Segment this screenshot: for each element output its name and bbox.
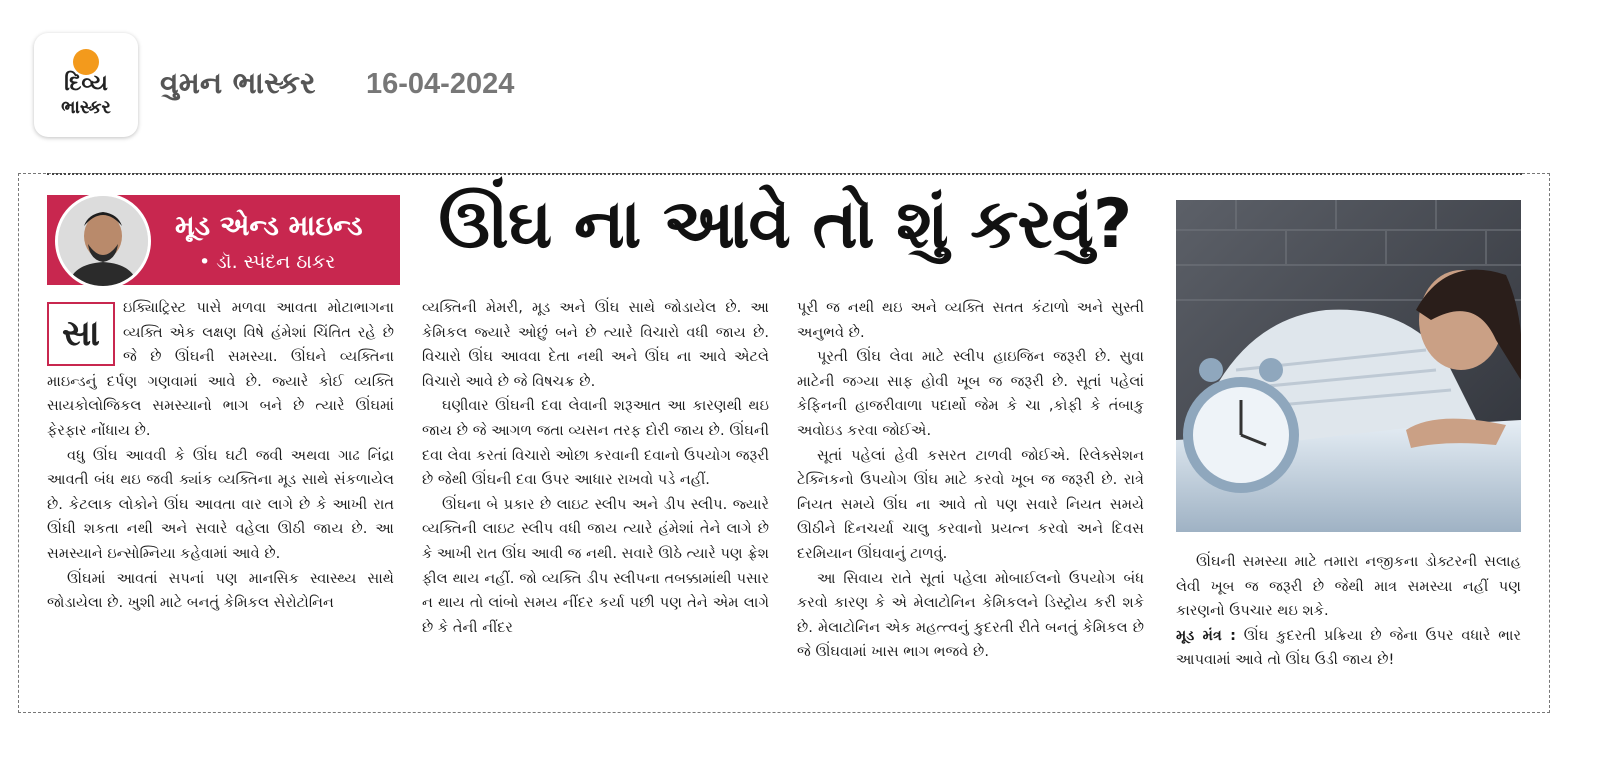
paragraph: ઊંઘમાં આવતાં સપનાં પણ માનસિક સ્વાસ્થ્ય સાથે જોડાયેલા છે. ખુશી માટે બનતું કેમિકલ સેરોટોનિન: [47, 569, 394, 612]
article-column-1: [47, 296, 394, 616]
divya-bhaskar-logo: [34, 33, 138, 137]
paragraph: ઊંઘના બે પ્રકાર છે લાઇટ સ્લીપ અને ડીપ સ્લીપ. જ્યારે વ્યક્તિની લાઇટ સ્લીપ વધી જાય ત્યારે હંમેશાં તેને લાગે છે કે આખી રાત ઊંઘ આવી જ નથી. સવારે ઊઠે ત્યારે પણ ફ્રેશ ફીલ થાય નહીં. જો વ્યક્તિ ડીપ સ્લીપના તબક્કામાંથી પસાર ન થાય તો લાંબો સમય નીંદર કર્યા પછી પણ તેને એમ લાગે છે કે તેની નીંદર: [422, 495, 769, 636]
top-divider: [47, 173, 1522, 175]
drop-cap: સા: [47, 302, 115, 366]
article-column-3: [797, 296, 1144, 665]
paragraph: સૂતાં પહેલાં હેવી કસરત ટાળવી જોઈએ. રિલેક્સેશન ટેક્નિકનો ઉપયોગ ઊંઘ માટે કરવો ખૂબ જ જરૂરી છે. રાત્રે નિયત સમયે ઊંઘ ના આવે તો પણ સવારે નિયત સમયે ઊઠીને દિનચર્યા ચાલુ કરવાનો પ્રયત્ન કરવો અને દિવસ દરમિયાન ઊંઘવાનું ટાળવું.: [797, 446, 1144, 562]
paragraph: પૂરતી ઊંઘ લેવા માટે સ્લીપ હાઇજિન જરૂરી છે. સુવા માટેની જગ્યા સાફ હોવી ખૂબ જ જરૂરી છે. સૂતાં પહેલાં કેફિનની હાજરીવાળા પદાર્થો જેમ કે ચા ,કોફી કે તંબાકુ અવોઇડ કરવા જોઈએ.: [797, 348, 1144, 439]
mood-mantra-label: મૂડ મંત્ર :: [1176, 626, 1236, 644]
section-title: વુમન ભાસ્કર: [160, 66, 316, 101]
paragraph: ઊંઘની સમસ્યા માટે તમારા નજીકના ડોક્ટરની સલાહ લેવી ખૂબ જ જરૂરી છે જેથી માત્ર સમસ્યા નહીં પણ કારણનો ઉપચાર થઇ શકે.: [1176, 553, 1521, 620]
logo-text-line2: ભાસ્કર: [61, 97, 111, 118]
article-column-2: [422, 296, 769, 640]
paragraph: આ સિવાય રાતે સૂતાં પહેલા મોબાઈલનો ઉપયોગ બંધ કરવો કારણ કે એ મેલાટોનિન કેમિકલને ડિસ્ટ્રોય કરી શકે છે. મેલાટોનિન એક મહત્ત્વનું કુદરતી રીતે બનતું કેમિકલ છે જે ઊંઘવામાં ખાસ ભાગ ભજવે છે.: [797, 569, 1144, 661]
paragraph: ઇક્યિાટ્રિસ્ટ પાસે મળવા આવતા મોટાભાગના વ્યક્તિ એક લક્ષણ વિષે હંમેશાં ચિંતિત રહે છે જે છે ઊંઘની સમસ્યા. ઊંઘને વ્યક્તિના માઇન્ડનું દર્પણ ગણવામાં આવે છે. જ્યારે કોઈ વ્યક્તિ સાયકોલોજિકલ સમસ્યાનો ભાગ બને છે ત્યારે ઊંઘમાં ફેરફાર નોંધાય છે.: [47, 299, 394, 439]
author-name: • ડૉ. સ્પંદન ઠાકર: [199, 251, 336, 273]
logo-text-line1: દિવ્ય: [64, 71, 108, 96]
paragraph: પૂરી જ નથી થઇ અને વ્યક્તિ સતત કંટાળો અને સુસ્તી અનુભવે છે.: [797, 299, 1144, 341]
mood-mantra: [1176, 624, 1521, 673]
publication-date: 16-04-2024: [366, 68, 515, 100]
paragraph: ઘણીવાર ઊંઘની દવા લેવાની શરૂઆત આ કારણથી થઇ જાય છે જે આગળ જતા વ્યસન તરફ દોરી જાય છે. ઊંઘની દવા લેવા કરતાં વિચારો ઓછા કરવાની દવાનો ઉપયોગ જરૂરી છે જેથી ઊંઘની દવા ઉપર આધાર રાખવો પડે નહીં.: [422, 397, 769, 489]
column-banner: [47, 195, 400, 285]
column-title: મૂડ એન્ડ માઇન્ડ: [175, 209, 363, 242]
mood-mantra-text: ઊંઘ કુદરતી પ્રક્રિયા છે જેના ઉપર વધારે ભાર આપવામાં આવે તો ઊંઘ ઉડી જાય છે!: [1176, 626, 1521, 669]
paragraph: વધુ ઊંઘ આવવી કે ઊંઘ ઘટી જવી અથવા ગાઢ નિંદ્રા આવતી બંધ થઇ જવી ક્યાંક વ્યક્તિના મૂડ સાથે સંકળાયેલ છે. કેટલાક લોકોને ઊંઘ આવતા વાર લાગે છે કે આખી રાત ઊંઘી શકતા નથી અને સવારે વહેલા ઊઠી જાય છે. આ સમસ્યાને ઇન્સોમ્નિયા કહેવામાં આવે છે.: [47, 446, 394, 562]
headline: ઊંઘ ના આવે તો શું કરવું?: [438, 185, 1132, 264]
paragraph: વ્યક્તિની મેમરી, મૂડ અને ઊંઘ સાથે જોડાયેલ છે. આ કેમિકલ જ્યારે ઓછું બને છે ત્યારે વિચારો વધી જાય છે. વિચારો ઊંઘ આવવા દેતા નથી અને ઊંઘ ના આવે એટલે વિચારો આવે છે જે વિષચક્ર છે.: [422, 299, 769, 390]
photo-caption-column: [1176, 550, 1521, 673]
article-photo-woman-alarm-clock: [1176, 200, 1521, 532]
author-avatar: [55, 193, 151, 289]
